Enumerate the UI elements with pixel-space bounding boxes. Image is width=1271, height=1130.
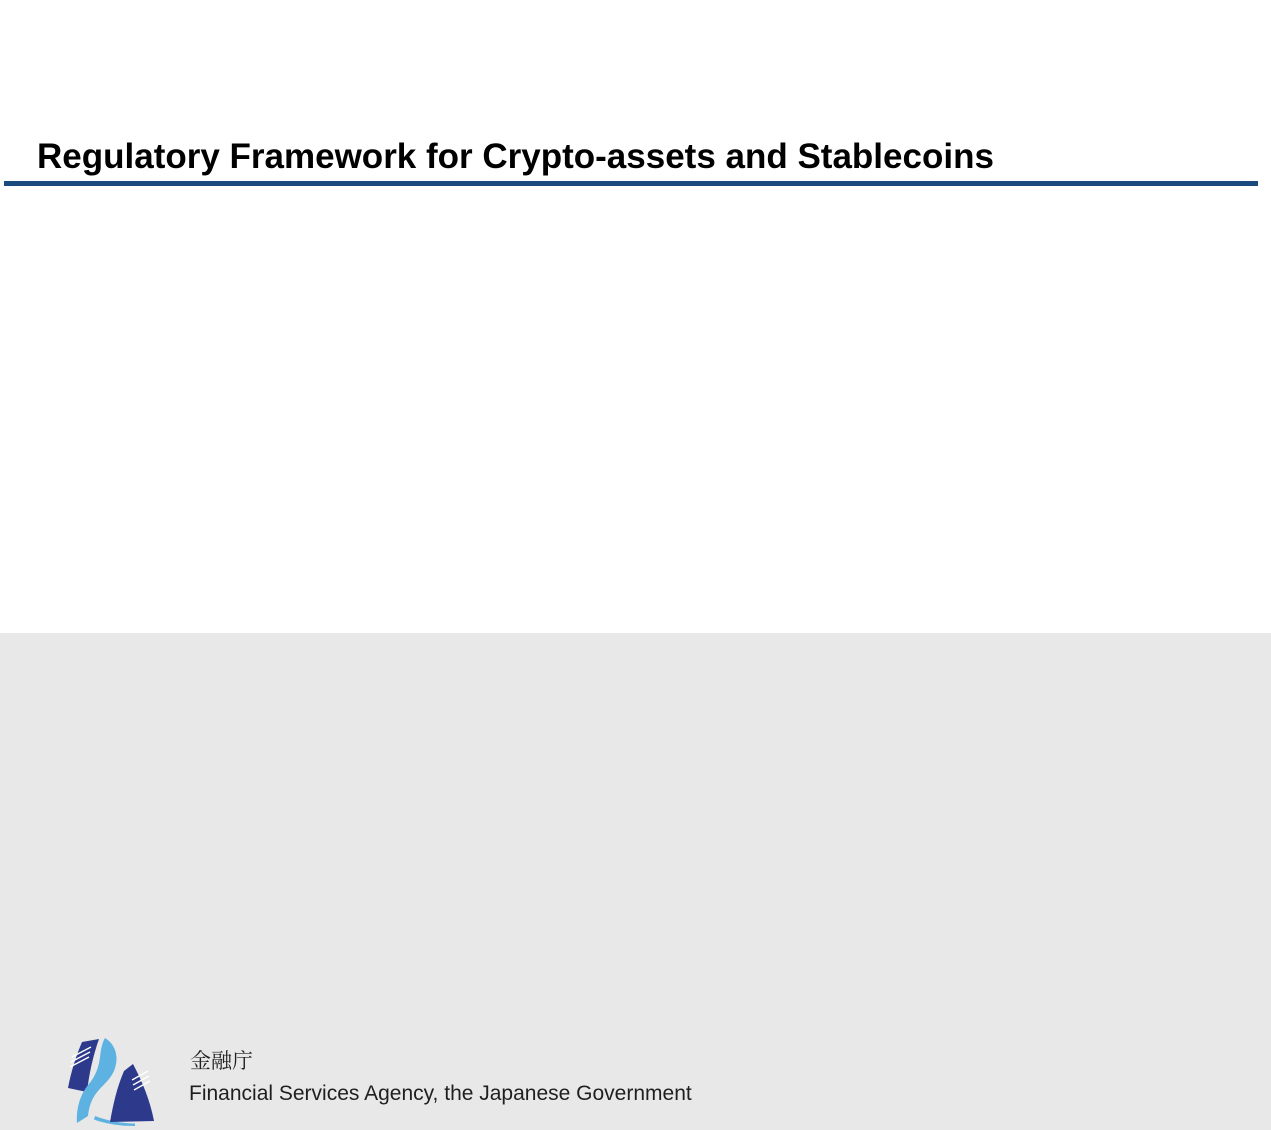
fsa-logo-right-shape bbox=[110, 1064, 154, 1122]
slide-title: Regulatory Framework for Crypto-assets and Stablecoins bbox=[37, 137, 994, 176]
title-underline bbox=[4, 181, 1258, 186]
org-name-english: Financial Services Agency, the Japanese Government bbox=[189, 1082, 692, 1105]
fsa-logo-icon bbox=[62, 1035, 162, 1130]
footer bbox=[0, 515, 1271, 1105]
org-name-japanese: 金融庁 bbox=[190, 1050, 253, 1073]
